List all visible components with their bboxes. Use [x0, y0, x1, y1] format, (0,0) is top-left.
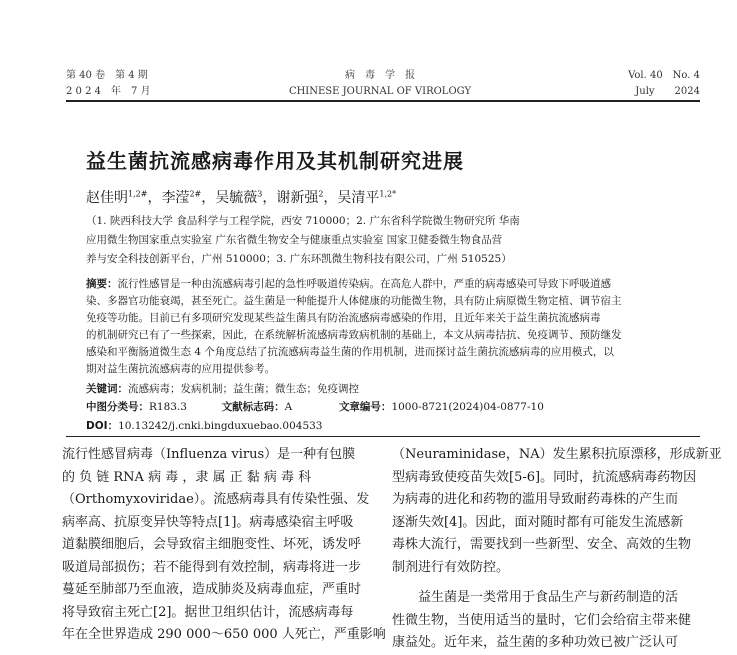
body-line: 康益处。近年来，益生菌的多种功效已被广泛认可 [392, 635, 679, 650]
abstract-text: 的机制研究已有了一些探索，因此，在系统解析流感病毒致病机制的基础上，本文从病毒拮抗、免疫调节、预防继发 [86, 329, 622, 341]
doi-label: DOI： [86, 420, 119, 432]
body-line: （Neuraminidase，NA）发生累积抗原漂移，形成新亚 [392, 447, 722, 462]
article-no-value: 1000-8721(2024)04-0877-10 [391, 401, 544, 413]
body-line: 吸道局部损伤；若不能得到有效控制，病毒将进一步 [62, 559, 362, 575]
body-line: 制剂进行有效防控。 [392, 559, 510, 575]
abstract-label: 摘要： [86, 278, 118, 290]
affiliation-line: （1. 陕西科技大学 食品科学与工程学院，西安 710000；2. 广东省科学院微生物研究所 华南 [86, 215, 520, 227]
journal-title-en: CHINESE JOURNAL OF VIROLOGY [288, 86, 472, 97]
keywords-label: 关键词： [86, 383, 128, 395]
body-line: 流行性感冒病毒（Influenza virus）是一种有包膜 [62, 447, 356, 462]
keywords [86, 381, 359, 396]
body-line: 道黏膜细胞后，会导致宿主细胞变性、坏死，诱发呼 [62, 537, 362, 552]
body-line: 性微生物，当使用适当的量时，它们会给宿主带来健 [392, 612, 692, 628]
classification-info [86, 399, 544, 414]
body-line: （Orthomyxoviridae）。流感病毒具有传染性强、发 [62, 492, 370, 507]
author-list: 赵佳明$^{1,2\#}$，李滢$^{2\#}$，吴毓薇$^3$，谢新强$^2$，吴清平$^{1,2*}$ [86, 189, 397, 206]
author-name: 吴毓薇 [215, 190, 258, 206]
abstract-text: 免疫等功能。目前已有多项研究发现某些益生菌具有防治流感病毒感染的作用，且近年来关于益生菌抗流感病毒 [86, 312, 601, 324]
abstract-text: 感染和平衡肠道微生态 4 个角度总结了抗流感病毒益生菌的作用机制，进而探讨益生菌抗流感病毒的应用模式，以 [86, 346, 614, 358]
volume-issue: 第 40 卷 第 4 期 [66, 70, 148, 81]
author-affil-mark: 1,2* [379, 189, 397, 199]
article-no-label: 文章编号： [338, 401, 392, 413]
body-line: 毒株大流行，需要找到一些新型、安全、高效的生物 [392, 537, 692, 552]
journal-title-cn: 病 毒 学 报 [345, 70, 415, 81]
abstract-text: 染、多器官功能衰竭，甚至死亡。益生菌是一种能提升人体健康的功能微生物，具有防止病原微生物定植、调节宿主 [86, 295, 622, 307]
body-line: 病率高、抗原变异快等特点[1]。病毒感染宿主呼吸 [62, 514, 354, 530]
author-affil-mark: 1,2# [128, 189, 148, 199]
abstract-text: 期对益生菌抗流感病毒的应用提供参考。 [86, 363, 275, 375]
header-rule [66, 100, 700, 102]
body-line: 益生菌是一类常用于食品生产与新药制造的活 [392, 590, 679, 605]
body-line: 年在全世界造成 290 000～650 000 人死亡，严重影响 [62, 627, 386, 642]
body-right-column [392, 444, 722, 655]
volume-issue-en: Vol. 40 No. 4 [628, 70, 700, 81]
author-name: 吴清平 [337, 190, 380, 206]
author-name: 赵佳明 [86, 190, 128, 206]
journal-issue-info [66, 68, 151, 100]
affiliations [86, 212, 666, 269]
author-affil-mark: 3 [257, 189, 263, 199]
body-line: 将导致宿主死亡[2]。据世卫组织估计，流感病毒每 [62, 604, 354, 620]
body-line: 的 负 链 RNA 病 毒 ，隶 属 正 黏 病 毒 科 [62, 469, 312, 485]
body-line: 为病毒的进化和药物的滥用导致耐药毒株的产生而 [392, 492, 679, 507]
clc-label: 中图分类号： [86, 401, 149, 413]
abstract [86, 276, 696, 378]
doc-code-label: 文献标志码： [221, 401, 285, 413]
body-line: 型病毒致使疫苗失效[5-6]。同时，抗流感病毒药物因 [392, 469, 697, 485]
body-line [392, 579, 702, 587]
doc-code-value: A [284, 401, 293, 413]
journal-volume-en [560, 68, 700, 100]
body-line: 蔓延至肺部乃至血液，造成肺炎及病毒血症，严重时 [62, 582, 362, 597]
body-line: 逐渐失效[4]。因此，面对随时都有可能发生流感新 [392, 514, 684, 530]
clc-value: R183.3 [149, 401, 187, 413]
author-name: 李滢 [161, 190, 190, 206]
journal-name [260, 68, 500, 100]
affiliation-line: 养与安全科技创新平台，广州 510000；3. 广东环凯微生物科技有限公司，广州 510525） [86, 253, 512, 265]
doi [86, 418, 322, 433]
author-affil-mark: 2 [318, 189, 324, 199]
author-affil-mark: 2# [189, 189, 202, 199]
keywords-text: 流感病毒；发病机制；益生菌；微生态；免疫调控 [128, 383, 359, 395]
issue-date-en: July 2024 [635, 86, 700, 97]
body-left-column [62, 444, 386, 647]
abstract-text: 流行性感冒是一种由流感病毒引起的急性呼吸道传染病。在高危人群中，严重的病毒感染可导致下呼吸道感 [117, 278, 611, 290]
abstract-rule [66, 436, 700, 437]
article-title: 益生菌抗流感病毒作用及其机制研究进展 [86, 149, 464, 173]
author-name: 谢新强 [276, 190, 319, 206]
doi-link[interactable]: 10.13242/j.cnki.bingduxuebao.004533 [118, 420, 323, 432]
issue-date: 2 0 2 4 年 7 月 [66, 86, 151, 97]
affiliation-line: 应用微生物国家重点实验室 广东省微生物安全与健康重点实验室 国家卫健委微生物食品营 [86, 234, 503, 246]
